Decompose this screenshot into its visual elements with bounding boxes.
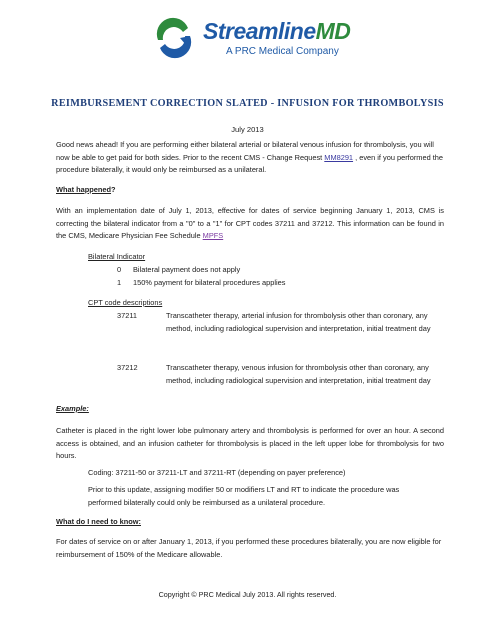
logo-name-part1: Streamline <box>203 18 316 44</box>
cpt-code-37212: 37212 <box>117 363 138 372</box>
cpt-desc-37211: Transcatheter therapy, arterial infusion for thrombolysis other than coronary, any method, including radiological supervision and interpretation, initial treatment day <box>166 311 431 333</box>
need-to-know-paragraph: For dates of service on or after January 1, 2013, if you performed these procedures bilaterally, you are now eligible for reimbursement of 150% of the Medicare allowable. <box>56 537 442 559</box>
what-happened-text: With an implementation date of July 1, 2013, effective for dates of service beginning January 1, 2013, CMS is correcting the bilateral indicator from a "0" to a "1" for CPT codes 37211 and 37212. This information can be found in the CMS, Medicare Physician Fee Schedule <box>56 206 444 241</box>
what-happened-heading <box>56 185 116 194</box>
intro-text: Good news ahead! If you are performing either bilateral arterial or bilateral venous infusion for thrombolysis, you will now be able to get paid for both sides. Prior to the recent CMS - Change Request <box>56 140 434 162</box>
company-logo <box>150 14 350 70</box>
what-happened-heading-text: What happened <box>56 185 112 194</box>
intro-paragraph <box>56 139 444 177</box>
coding-line: Coding: 37211-50 or 37211-LT and 37211-RT (depending on payer preference) <box>88 468 346 477</box>
cpt-desc-37212: Transcatheter therapy, venous infusion for thrombolysis other than coronary, any method, including radiological supervision and interpretation, initial treatment day <box>166 363 431 385</box>
document-date: July 2013 <box>231 125 264 134</box>
cpt-heading: CPT code descriptions <box>88 298 163 307</box>
change-request-link[interactable]: MM8291 <box>324 152 354 162</box>
need-to-know-heading: What do I need to know: <box>56 517 141 526</box>
mpfs-link[interactable]: MPFS <box>202 231 224 241</box>
bilateral-code-0: 0 <box>117 265 122 274</box>
document-title: REIMBURSEMENT CORRECTION SLATED - INFUSION FOR THROMBOLYSIS <box>51 98 444 109</box>
example-paragraph: Catheter is placed in the right lower lobe pulmonary artery and thrombolysis is performed for over an hour. A second access is obtained, and an infusion catheter for thrombolysis is placed in the left upper lobe for thrombolysis for two hours. <box>56 426 444 461</box>
cpt-code-37211: 37211 <box>117 311 138 320</box>
prior-paragraph: Prior to this update, assigning modifier 50 or modifiers LT and RT to indicate the procedure was performed bilaterally could only be reimbursed as a unilateral procedure. <box>88 485 400 507</box>
logo-subtitle: A PRC Medical Company <box>226 46 339 57</box>
logo-name-part2: MD <box>315 18 351 44</box>
copyright-footer: Copyright © PRC Medical July 2013. All rights reserved. <box>158 590 337 599</box>
bilateral-code-1: 1 <box>117 278 122 287</box>
logo-wordmark <box>203 18 350 45</box>
bilateral-text-1: 150% payment for bilateral procedures applies <box>133 278 286 287</box>
bilateral-text-0: Bilateral payment does not apply <box>133 265 241 274</box>
what-happened-paragraph <box>56 205 444 243</box>
what-happened-heading-mark: ? <box>111 185 116 194</box>
intro-text-end: , even if you performed the procedure bilaterally, it would only be reimbursed as a unilateral. <box>56 152 444 175</box>
bilateral-indicator-heading: Bilateral Indicator <box>88 252 146 261</box>
streamline-swoosh-icon <box>150 14 198 62</box>
example-heading: Example: <box>56 404 89 413</box>
